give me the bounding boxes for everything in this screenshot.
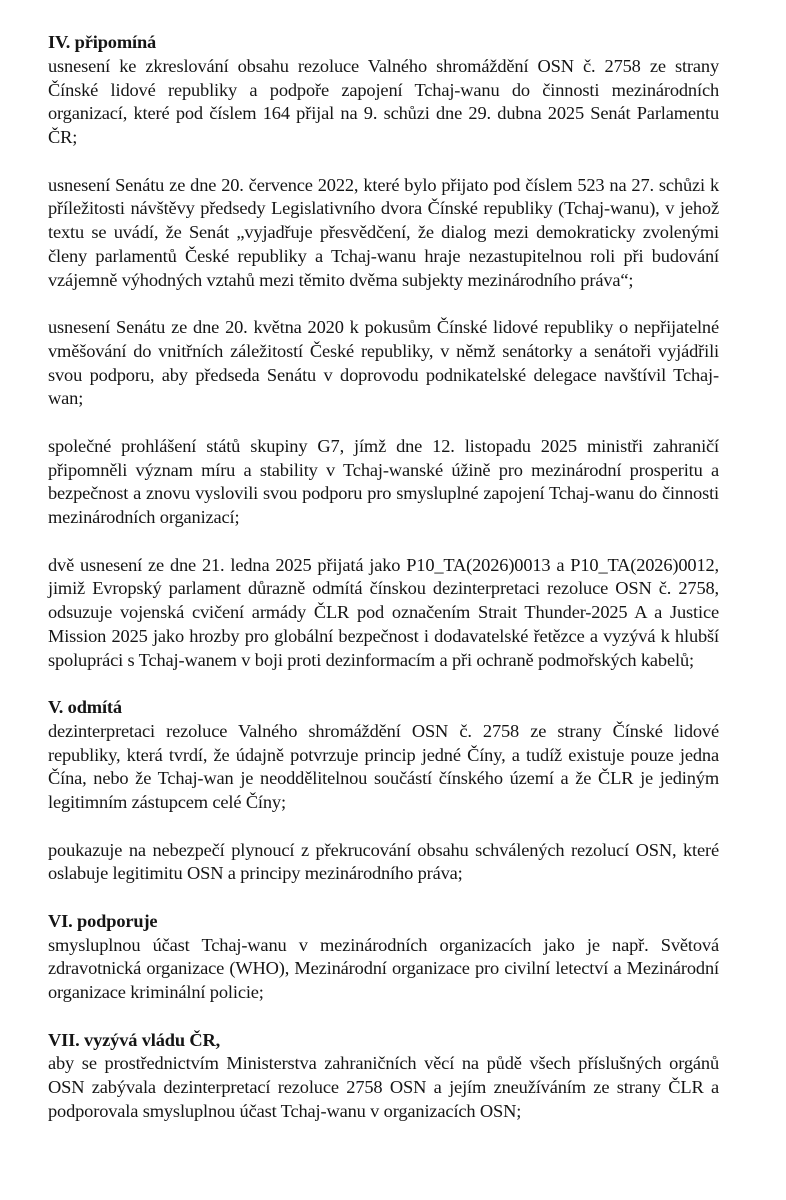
section-v-rejects [48, 696, 719, 886]
paragraph: dvě usnesení ze dne 21. ledna 2025 přijatá jako P10_TA(2026)0013 a P10_TA(2026)0012, jimiž Evropský parlament důrazně odmítá čínskou dezinterpretaci rezoluce OSN č. 2758, odsuzuje vojenská cvičení armády ČLR pod označením Strait Thunder-2025 A a Justice Mission 2025 jako hrozby pro globální bezpečnost i dodavatelské řetězce a vyzývá k hlubší spolupráci s Tchaj-wanem v boji proti dezinformacím a při ochraně podmořských kabelů; [48, 554, 719, 670]
paragraph: usnesení Senátu ze dne 20. července 2022, které bylo přijato pod číslem 523 na 27. schůzi k příležitosti návštěvy předsedy Legislativního dvora Čínské republiky (Tchaj-wanu), v jehož textu se uvádí, že Senát „vyjadřuje přesvědčení, že dialog mezi demokraticky zvolenými členy parlamentů České republiky a Tchaj-wanu hraje nezastupitelnou roli při budování vzájemně výhodných vztahů mezi těmito dvěma subjekty mezinárodního práva“; [48, 174, 719, 290]
paragraph: smysluplnou účast Tchaj-wanu v mezinárodních organizacích jako je např. Světová zdravotnická organizace (WHO), Mezinárodní organizace pro civilní letectví a Mezinárodní organizace kriminální policie; [48, 934, 719, 1002]
document-page [48, 31, 719, 1147]
section-vi-supports [48, 910, 719, 1005]
paragraph: usnesení ke zkreslování obsahu rezoluce Valného shromáždění OSN č. 2758 ze strany Čínské lidové republiky a podpoře zapojení Tchaj-wanu do činnosti mezinárodních organizací, které pod číslem 164 přijal na 9. schůzi dne 29. dubna 2025 Senát Parlamentu ČR; [48, 55, 719, 147]
section-vii-calls-on-government [48, 1029, 719, 1124]
paragraph: usnesení Senátu ze dne 20. května 2020 k pokusům Čínské lidové republiky o nepřijatelné vměšování do vnitřních záležitostí České republiky, v němž senátorky a senátoři vyjádřili svou podporu, aby předseda Senátu v doprovodu podnikatelské delegace navštívil Tchaj-wan; [48, 317, 719, 409]
section-heading: VII. vyzývá vládu ČR, [48, 1029, 221, 1050]
paragraph: dezinterpretaci rezoluce Valného shromáždění OSN č. 2758 ze strany Čínské lidové republiky, která tvrdí, že údajně potvrzuje princip jedné Číny, a tudíž existuje pouze jedna Čína, nebo že Tchaj-wan je neoddělitelnou součástí čínského území a že ČLR je jediným legitimním zástupcem celé Číny; [48, 720, 719, 812]
section-heading: VI. podporuje [48, 910, 158, 931]
paragraph: poukazuje na nebezpečí plynoucí z překrucování obsahu schválených rezolucí OSN, které oslabuje legitimitu OSN a principy mezinárodního práva; [48, 839, 719, 884]
paragraph: aby se prostřednictvím Ministerstva zahraničních věcí na půdě všech příslušných orgánů OSN zabývala dezinterpretací rezoluce 2758 OSN a jejím zneužíváním ze strany ČLR a podporovala smysluplnou účast Tchaj-wanu v organizacích OSN; [48, 1053, 719, 1121]
section-heading: IV. připomíná [48, 32, 157, 52]
section-heading: V. odmítá [48, 697, 122, 717]
paragraph: společné prohlášení států skupiny G7, jímž dne 12. listopadu 2025 ministři zahraničí připomněli význam míru a stability v Tchaj-wanské úžině pro mezinárodní prosperitu a bezpečnost a znovu vyslovili svou podporu pro smysluplné zapojení Tchaj-wanu do činnosti mezinárodních organizací; [48, 435, 719, 527]
section-iv-recalls [48, 31, 719, 672]
